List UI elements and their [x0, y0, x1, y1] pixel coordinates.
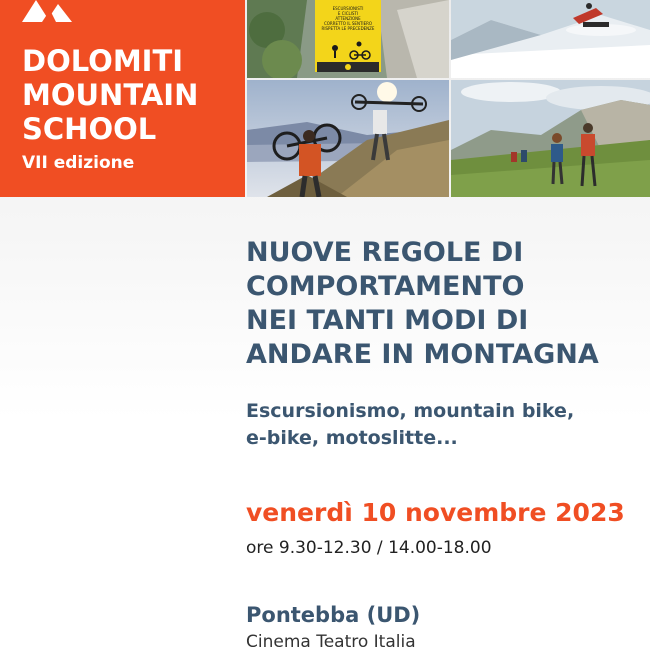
trail-sign-text: ESCURSIONISTI E CICLISTI ATTENZIONE CORRETTO IL SENTIERO RISPETTA LE PRECEDENZE	[321, 6, 375, 31]
brand-title-line: SCHOOL	[22, 112, 157, 146]
event-venue: Cinema Teatro Italia	[246, 632, 416, 652]
headline-line: NEI TANTI MODI DI	[246, 305, 529, 336]
subheadline-line: Escursionismo, mountain bike,	[246, 400, 575, 422]
subheadline	[246, 398, 646, 452]
event-hours: ore 9.30-12.30 / 14.00-18.00	[246, 538, 492, 558]
trail-sign-photo	[247, 0, 449, 78]
snowmobile-photo	[451, 0, 650, 78]
headline-line: ANDARE IN MONTAGNA	[246, 339, 599, 370]
mountain-logo-icon	[22, 0, 78, 22]
subheadline-line: e-bike, motoslitte...	[246, 427, 458, 449]
event-date: venerdì 10 novembre 2023	[246, 498, 625, 527]
headline-line: COMPORTAMENTO	[246, 271, 525, 302]
brand-title-line: DOLOMITI	[22, 44, 184, 78]
headline	[246, 236, 646, 372]
event-place: Pontebba (UD)	[246, 603, 421, 627]
brand-panel	[0, 0, 245, 197]
edition-label: VII edizione	[22, 153, 135, 173]
headline-line: NUOVE REGOLE DI	[246, 237, 524, 268]
hikers-on-trail-photo	[451, 80, 650, 197]
brand-title	[22, 44, 244, 146]
brand-title-line: MOUNTAIN	[22, 78, 199, 112]
mountain-biker-carrying-bike-photo	[247, 80, 449, 197]
